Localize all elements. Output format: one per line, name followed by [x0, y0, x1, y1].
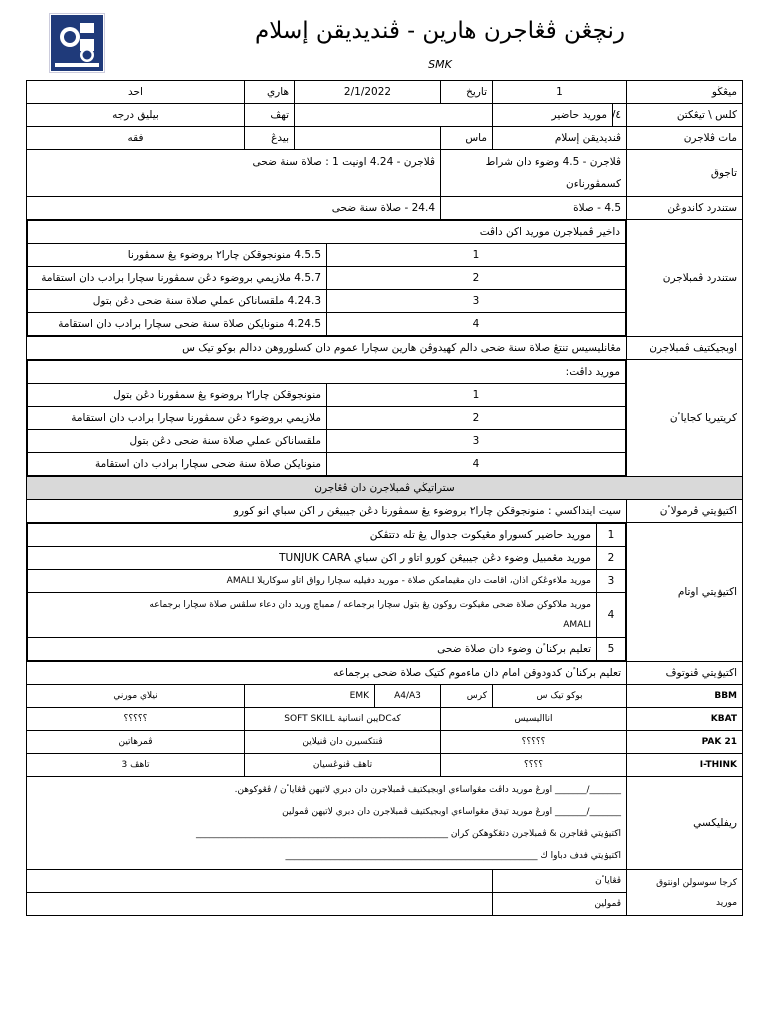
sp-item: 4.24.3 ملقساناکن عملي صلاة سنة ضحى دڠن بتول: [28, 290, 327, 313]
masa-label: ماس: [441, 127, 493, 150]
page-subtitle: SMK: [428, 58, 452, 71]
bbm-value: بوکو تيک س: [493, 685, 627, 708]
tajuk-right: [441, 150, 627, 197]
utama-num: 1: [597, 524, 626, 547]
kerja-pemulihan-space[interactable]: [27, 893, 493, 916]
utama-num: 5: [597, 638, 626, 661]
refleksi-line3: [32, 823, 621, 845]
standard-kandungan-label: ستندرد كاندوڠن: [627, 197, 743, 220]
kriteria-intro: موريد داڤت:: [28, 361, 626, 384]
sp-item: 4.24.5 منونايکن صلاة سنة ضحى سچارا برادب دان استقامة: [28, 313, 327, 336]
sp-num: 3: [327, 290, 626, 313]
tajuk-right-line2: کسمڤورناءن: [566, 178, 622, 190]
hari-value: احد: [27, 81, 245, 104]
kriteria-item: ملقساناکن عملي صلاة سنة ضحى دڠن بتول: [28, 430, 327, 453]
utama-num: 2: [597, 547, 626, 570]
standard-pembelajaran-label: ستندرد ڤمبلاجرن: [627, 220, 743, 337]
kerja-label-line2: موريد: [715, 897, 738, 908]
kbat-mid: کهDCيبن انسانية SOFT SKILL: [245, 708, 441, 731]
utama-item: موريد ملاءوڠکن اذان، اقامت دان مڠيمامکن صلاة - موريد دفيليه سچارا رواق اتاو سوکاريلا AMALI: [28, 570, 597, 593]
pak21-label: PAK 21: [627, 731, 743, 754]
sp-num: 1: [327, 244, 626, 267]
kriteria-item: ملازيمي بروضوء دڠن سمڤورنا سچارا برادب دان استقامة: [28, 407, 327, 430]
objektif-text: مڠانليسيس تنتڠ صلاة سنة ضحى دالم کهيدوڤن هارين سچارا عموم دان کسلوروهن ددالم بوکو تيک س: [27, 337, 627, 360]
kerja-label-line1: کرجا سوسولن اونتوق: [656, 877, 738, 888]
standard-kandungan-right: 4.5 - صلاة: [441, 197, 627, 220]
refleksi-blank[interactable]: _______/_______: [554, 807, 622, 817]
mata-value: ڤنديديقن إسلام: [493, 127, 627, 150]
tajuk-label: تاجوق: [627, 150, 743, 197]
strategi-section-title: ستراتيڬي ڤمبلاجرن دان ڤڠاجرن: [27, 477, 743, 500]
refleksi-text: اورڠ موريد داڤت مڠواساءي اوبجيکتيف ڤمبلاجرن دان دبري لاتيهن ڤڠاياٴن / ڤڠوکوهن.: [234, 785, 553, 795]
sp-num: 2: [327, 267, 626, 290]
sp-num: 4: [327, 313, 626, 336]
ithink-left: تاهڤ 3: [27, 754, 245, 777]
tahap-label: تهڤ: [245, 104, 295, 127]
bbm-label: BBM: [627, 685, 743, 708]
refleksi-blank[interactable]: ________________________________________________________: [285, 851, 538, 861]
kursus-label: کرس: [441, 685, 493, 708]
refleksi-line2: [32, 801, 621, 823]
tarikh-value: 2/1/2022: [295, 81, 441, 104]
utama-num: 3: [597, 570, 626, 593]
tajuk-right-line1: ڤلاجرن - 4.5 وضوء دان شراط: [485, 156, 622, 168]
utama-label: اکتيۏيتي اوتام: [627, 523, 743, 662]
sp-item: 4.5.7 ملازيمي بروضوء دڠن سمڤورنا سچارا برادب دان استقامة: [28, 267, 327, 290]
utama-item: موريد حاضير کسوراو مڠيکوت جدوال يڠ تله دتتڤکن: [28, 524, 597, 547]
hari-label: هاري: [245, 81, 295, 104]
kelas-value: ٤/: [613, 104, 627, 127]
bidang-label: بيدڠ: [245, 127, 295, 150]
pak21-value: ؟؟؟؟؟: [441, 731, 627, 754]
kbat-label: KBAT: [627, 708, 743, 731]
penutup-text: تعليم برکناٴن کدودوقن امام دان ماءموم کتيک صلاة ضحى برجماعه: [27, 662, 627, 685]
kriteria-num: 1: [327, 384, 626, 407]
refleksi-label: ريفليکسي: [627, 777, 743, 870]
utama-item: [28, 593, 597, 638]
utama-item: موريد مڠمبيل وضوء دڠن جيبيڠن کورو اتاو ر اکن سباي TUNJUK CARA: [28, 547, 597, 570]
emk-value: نيلاي مورني: [27, 685, 245, 708]
tahap-value: بيليق درجه: [27, 104, 245, 127]
kriteria-num: 2: [327, 407, 626, 430]
ithink-label: I-THINK: [627, 754, 743, 777]
refleksi-text: اکتيۏيتي فدف دباوا ك: [540, 851, 622, 861]
utama-item: تعليم برکناٴن وضوء دان صلاة ضحى: [28, 638, 597, 661]
kerja-pemulihan: ڤمولين: [493, 893, 627, 916]
emk-label: EMK: [245, 685, 375, 708]
kbat-left: ؟؟؟؟؟: [27, 708, 245, 731]
school-logo: [50, 14, 104, 72]
kriteria-item: منونايکن صلاة سنة ضحى سچارا برادب دان استقامة: [28, 453, 327, 476]
refleksi-text: اورڠ موريد تيدق مڠواساءي اوبجيکتيف ڤمبلاجرن دان دبري لاتيهن ڤمولين: [282, 807, 553, 817]
utama-item-line1: موريد ملاکوکن صلاة ضحى مڠيکوت روکون يڠ بتول سچارا برجماعه / ممباچ وريد دان دعاء سلڤس صلاة سچارا برجماعه: [149, 600, 592, 610]
refleksi-blank[interactable]: ________________________________________________________: [195, 829, 448, 839]
kerja-pengayaan: ڤڠاياٴن: [493, 870, 627, 893]
kriteria-content: [27, 360, 627, 477]
utama-num: 4: [597, 593, 626, 638]
standard-pembelajaran-intro: داخير ڤمبلاجرن موريد اکن داڤت: [28, 221, 626, 244]
kerja-label: [627, 870, 743, 916]
refleksi-text: اکتيۏيتي ڤڠاجرن & ڤمبلاجرن دتڠڬوهکن کران: [450, 829, 622, 839]
page-title: رنچڠن ڤڠاجرن هارين - ڤنديديقن إسلام: [255, 18, 625, 44]
murid-value: [295, 104, 493, 127]
tajuk-left: ڤلاجرن - 4.24 اونيت 1 : صلاة سنة ضحى: [27, 150, 441, 197]
mata-label: مات ڤلاجرن: [627, 127, 743, 150]
kriteria-label: کريتيريا کجاياٴن: [627, 360, 743, 477]
kursus-value: A4/A3: [375, 685, 441, 708]
kerja-pengayaan-space[interactable]: [27, 870, 493, 893]
masa-value: [295, 127, 441, 150]
kelas-label: کلس \ تيڠکتن: [627, 104, 743, 127]
permulaan-label: اکتيۏيتي ڤرمولاٴن: [627, 500, 743, 523]
pak21-left: ڤمرهاتين: [27, 731, 245, 754]
kriteria-item: منونجوقکن چارا٢ بروضوء يڠ سمڤورنا دڠن بتول: [28, 384, 327, 407]
ithink-mid: تاهڤ ڤنوڠسيان: [245, 754, 441, 777]
refleksi-line1: [32, 779, 621, 801]
penutup-label: اکتيۏيتي ڤنوتوڤ: [627, 662, 743, 685]
permulaan-text: سيت اينداکسي : منونجوقکن چارا٢ بروضوء يڠ سمڤورنا دڠن جيبيڠن ر اکن سباي انو کورو: [27, 500, 627, 523]
tarikh-label: تاريخ: [441, 81, 493, 104]
lesson-plan-table: [26, 80, 743, 916]
minggu-value: 1: [493, 81, 627, 104]
pak21-mid: ڤنتکسيرن دان ڤنيلاين: [245, 731, 441, 754]
bidang-value: فقه: [27, 127, 245, 150]
kriteria-num: 4: [327, 453, 626, 476]
standard-kandungan-left: 24.4 - صلاة سنة ضحى: [27, 197, 441, 220]
refleksi-line4: [32, 845, 621, 867]
kbat-value: انااليسيس: [441, 708, 627, 731]
refleksi-content: [27, 777, 627, 870]
minggu-label: ميڠڬو: [627, 81, 743, 104]
utama-item-line2: AMALI: [563, 620, 592, 630]
kriteria-num: 3: [327, 430, 626, 453]
utama-content: [27, 523, 627, 662]
standard-pembelajaran-content: [27, 220, 627, 337]
objektif-label: اوبجيکتيف ڤمبلاجرن: [627, 337, 743, 360]
ithink-value: ؟؟؟؟: [441, 754, 627, 777]
refleksi-blank[interactable]: _______/_______: [554, 785, 622, 795]
sp-item: 4.5.5 منونجوقکن چارا٢ بروضوء يڠ سمڤورنا: [28, 244, 327, 267]
murid-label: موريد حاضير: [493, 104, 613, 127]
